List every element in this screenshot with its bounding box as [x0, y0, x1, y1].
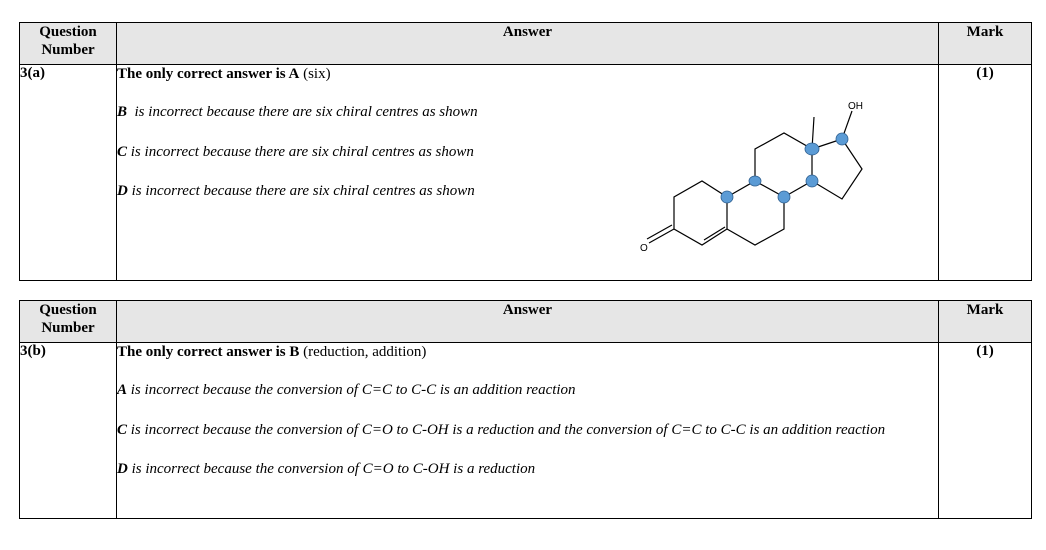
option-letter: D: [117, 461, 128, 477]
answer-cell: [117, 343, 939, 519]
explanation-text: is incorrect because the conversion of C=O to C-OH is a reduction and the conversion of C=C to C-C is an addition reaction: [127, 422, 886, 438]
chiral-centre-dot: [805, 143, 819, 155]
header-question-number: Question Number: [20, 301, 117, 343]
header-question-number: Question Number: [20, 23, 117, 65]
option-letter: B: [117, 104, 128, 120]
question-number: 3(b): [20, 343, 117, 519]
oh-label: OH: [848, 101, 863, 112]
explanation-c: [117, 420, 887, 440]
explanation-text: is incorrect because there are six chiral centres as shown: [127, 104, 478, 120]
chiral-centre-dot: [721, 191, 733, 203]
option-letter: C: [117, 422, 128, 438]
chiral-centre-dot: [836, 133, 848, 145]
explanation-a: [117, 380, 938, 400]
option-letter: C: [117, 144, 128, 160]
correct-answer-line: [117, 65, 938, 83]
header-mark: Mark: [939, 301, 1032, 343]
question-3a-table: [19, 22, 1032, 281]
option-letter: A: [117, 382, 128, 398]
explanation-text: is incorrect because there are six chiral centres as shown: [127, 183, 475, 199]
correct-answer-rest: (reduction, addition): [299, 344, 427, 360]
chiral-centre-dot: [806, 175, 818, 187]
option-letter: D: [117, 183, 128, 199]
mark-value: (1): [939, 65, 1032, 281]
correct-answer-bold: The only correct answer is A: [117, 66, 300, 82]
answer-cell: [117, 65, 939, 281]
explanation-text: is incorrect because the conversion of C=O to C-OH is a reduction: [127, 461, 536, 477]
header-answer: Answer: [117, 23, 939, 65]
explanation-text: is incorrect because the conversion of C=C to C-C is an addition reaction: [127, 382, 576, 398]
correct-answer-rest: (six): [299, 66, 331, 82]
o-label: O: [640, 243, 648, 254]
chiral-centre-dot: [749, 176, 761, 186]
header-answer: Answer: [117, 301, 939, 343]
correct-answer-line: [117, 343, 938, 361]
chiral-centre-dot: [778, 191, 790, 203]
steroid-structure-diagram: [637, 99, 877, 299]
mark-value: (1): [939, 343, 1032, 519]
header-mark: Mark: [939, 23, 1032, 65]
question-number: 3(a): [20, 65, 117, 281]
correct-answer-bold: The only correct answer is B: [117, 344, 300, 360]
question-3b-table: [19, 300, 1032, 519]
explanation-text: is incorrect because there are six chiral centres as shown: [127, 144, 474, 160]
explanation-d: [117, 459, 938, 479]
